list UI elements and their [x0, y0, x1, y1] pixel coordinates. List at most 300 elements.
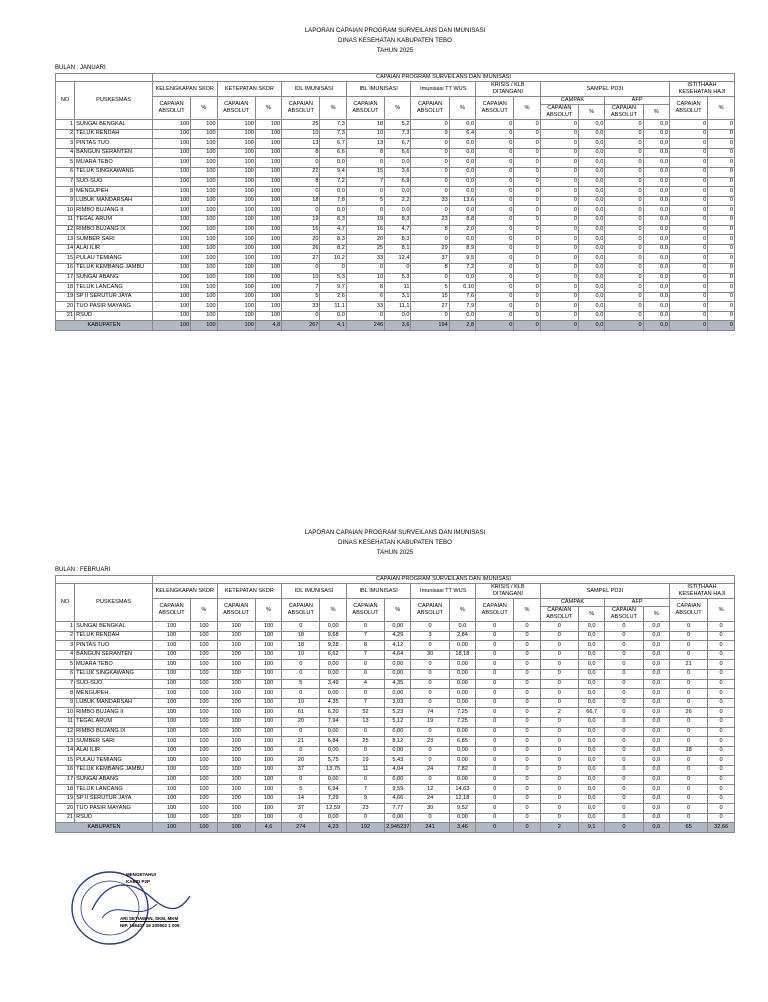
- table-cell: 100: [255, 235, 281, 245]
- table-cell: 0: [605, 756, 643, 766]
- pct-header: %: [449, 599, 475, 622]
- table-cell: 18: [56, 785, 75, 795]
- table-cell: 0: [605, 813, 643, 823]
- table-cell: 0: [669, 292, 707, 302]
- total-cell: 100: [191, 823, 217, 833]
- table-cell: 0: [708, 804, 735, 814]
- table-cell: 0: [605, 679, 643, 689]
- table-cell: 0,00: [320, 622, 346, 632]
- table-cell: 27: [411, 302, 449, 312]
- table-cell: 19: [56, 794, 75, 804]
- table-cell: 0: [605, 139, 643, 149]
- capaian-header: CAPAIAN ABSOLUT: [476, 599, 514, 622]
- table-cell: TUO PASIR MAYANG: [75, 302, 153, 312]
- total-cell: 0: [476, 823, 514, 833]
- table-cell: 100: [152, 177, 190, 187]
- table-cell: 0: [605, 669, 643, 679]
- total-cell: 4,23: [320, 823, 346, 833]
- table-cell: 0: [708, 698, 735, 708]
- table-cell: 100: [217, 187, 255, 197]
- table-cell: 0: [411, 698, 449, 708]
- table-cell: 0: [708, 727, 735, 737]
- table-cell: 0: [514, 660, 540, 670]
- total-cell: 2,8: [449, 321, 475, 331]
- table-cell: 0: [411, 669, 449, 679]
- table-row: [56, 679, 735, 689]
- table-cell: 0,00: [449, 679, 475, 689]
- table-row: [56, 775, 735, 785]
- table-cell: 0,0: [578, 196, 604, 206]
- table-cell: 0: [708, 756, 735, 766]
- table-row: [56, 650, 735, 660]
- table-cell: 7,29: [320, 794, 346, 804]
- table-cell: 100: [217, 660, 255, 670]
- table-cell: 100: [191, 311, 217, 321]
- table-cell: 0,0: [385, 158, 411, 168]
- campak-header: CAMPAK: [540, 97, 605, 105]
- pct-header: %: [191, 599, 217, 622]
- table-row: [56, 148, 735, 158]
- table-cell: 15: [56, 254, 75, 264]
- table-cell: 25: [346, 737, 384, 747]
- table-cell: 0: [282, 689, 320, 699]
- table-cell: 0,0: [643, 263, 669, 273]
- table-cell: 2,84: [449, 631, 475, 641]
- table-cell: 0: [708, 263, 735, 273]
- total-cell: 4,8: [255, 321, 281, 331]
- table-cell: 0,0: [643, 120, 669, 130]
- table-cell: 0: [411, 727, 449, 737]
- table-cell: 8,3: [320, 215, 346, 225]
- table-row: [56, 785, 735, 795]
- table-cell: 0: [540, 283, 578, 293]
- table-cell: 0,00: [320, 813, 346, 823]
- table-cell: 100: [217, 244, 255, 254]
- table-cell: 0,0: [449, 187, 475, 197]
- table-cell: 0,00: [449, 689, 475, 699]
- puskesmas-header: PUSKESMAS: [75, 584, 153, 622]
- table-cell: 0: [540, 785, 578, 795]
- table-cell: 61: [282, 708, 320, 718]
- table-cell: TELUK KEMBANG JAMBU: [75, 263, 153, 273]
- table-cell: 0,0: [578, 641, 604, 651]
- table-cell: 0,0: [643, 650, 669, 660]
- table-cell: 0,0: [643, 167, 669, 177]
- table-cell: 100: [191, 244, 217, 254]
- table-cell: 20: [282, 235, 320, 245]
- table-cell: 100: [255, 244, 281, 254]
- table-cell: 6,9: [385, 177, 411, 187]
- table-cell: 7,9: [449, 302, 475, 312]
- table-cell: 100: [152, 283, 190, 293]
- table-cell: 100: [217, 669, 255, 679]
- table-cell: 0: [708, 215, 735, 225]
- pct-header: %: [385, 97, 411, 120]
- table-cell: ALAI ILIR: [75, 746, 153, 756]
- table-cell: 0: [540, 775, 578, 785]
- table-cell: 8: [56, 689, 75, 699]
- table-cell: 0: [540, 746, 578, 756]
- table-cell: 8: [411, 263, 449, 273]
- table-cell: 100: [255, 139, 281, 149]
- table-cell: 100: [191, 717, 217, 727]
- table-cell: 16: [282, 225, 320, 235]
- table-cell: 0: [411, 622, 449, 632]
- table-cell: 100: [217, 273, 255, 283]
- report-header: [55, 26, 735, 56]
- table-cell: 13: [346, 139, 384, 149]
- table-row: [56, 225, 735, 235]
- table-row: [56, 804, 735, 814]
- table-cell: 0: [669, 641, 707, 651]
- table-cell: 100: [217, 148, 255, 158]
- table-cell: 0: [605, 292, 643, 302]
- table-cell: 100: [152, 254, 190, 264]
- table-cell: 0: [411, 746, 449, 756]
- table-cell: 0: [346, 727, 384, 737]
- table-cell: 0: [514, 622, 540, 632]
- table-cell: 21: [56, 813, 75, 823]
- table-cell: 0,00: [385, 746, 411, 756]
- table-cell: 0: [708, 177, 735, 187]
- report-title: LAPORAN CAPAIAN PROGRAM SURVEILANS DAN IMUNISASI: [304, 529, 486, 536]
- table-cell: SUO-SUO: [75, 177, 153, 187]
- table-cell: SUO-SUO: [75, 679, 153, 689]
- capaian-header: CAPAIAN ABSOLUT: [411, 599, 449, 622]
- capaian-header: CAPAIAN ABSOLUT: [605, 607, 643, 622]
- table-cell: 5,3: [385, 273, 411, 283]
- table-cell: 0,0: [578, 737, 604, 747]
- table-cell: 100: [152, 765, 190, 775]
- ibl-header: IBL IMUNISASI: [346, 584, 411, 599]
- table-cell: 0: [476, 804, 514, 814]
- total-cell: 0: [605, 823, 643, 833]
- table-cell: 100: [255, 679, 281, 689]
- capaian-header: CAPAIAN ABSOLUT: [346, 599, 384, 622]
- table-cell: 100: [191, 689, 217, 699]
- table-cell: 100: [191, 139, 217, 149]
- table-cell: 0: [669, 804, 707, 814]
- total-cell: 194: [411, 321, 449, 331]
- table-cell: 100: [217, 158, 255, 168]
- table-cell: 5: [56, 660, 75, 670]
- table-cell: 100: [152, 167, 190, 177]
- table-cell: 100: [255, 196, 281, 206]
- stamp-role: KABID P2P: [126, 879, 151, 884]
- table-cell: 100: [191, 622, 217, 632]
- table-cell: 0: [320, 263, 346, 273]
- table-cell: 0,0: [643, 746, 669, 756]
- table-cell: 100: [191, 698, 217, 708]
- table-cell: 0: [708, 311, 735, 321]
- table-cell: 0: [605, 196, 643, 206]
- table-cell: 0: [346, 813, 384, 823]
- table-cell: 66,7: [578, 708, 604, 718]
- table-cell: 4: [56, 148, 75, 158]
- table-cell: 0,00: [385, 660, 411, 670]
- table-cell: 100: [152, 737, 190, 747]
- table-cell: 100: [191, 120, 217, 130]
- table-cell: 6,62: [320, 650, 346, 660]
- table-cell: 16: [56, 263, 75, 273]
- table-cell: PINTAS TUO: [75, 641, 153, 651]
- total-cell: 0: [514, 321, 540, 331]
- table-cell: 0: [514, 283, 540, 293]
- table-cell: 0: [708, 631, 735, 641]
- table-cell: 0: [476, 196, 514, 206]
- table-cell: 0,0: [385, 187, 411, 197]
- table-cell: 19: [282, 215, 320, 225]
- table-cell: 0: [514, 292, 540, 302]
- table-cell: 0: [514, 708, 540, 718]
- table-cell: 0: [282, 746, 320, 756]
- table-cell: PULAU TEMIANG: [75, 756, 153, 766]
- table-cell: 100: [152, 235, 190, 245]
- table-cell: 0: [605, 302, 643, 312]
- table-cell: 0: [708, 302, 735, 312]
- table-cell: 6,94: [320, 785, 346, 795]
- table-cell: 0,0: [643, 679, 669, 689]
- table-cell: 0,00: [385, 813, 411, 823]
- table-cell: BANGUN SERANTEN: [75, 148, 153, 158]
- table-cell: 3: [56, 139, 75, 149]
- table-cell: 8,3: [320, 235, 346, 245]
- table-cell: 0,00: [320, 775, 346, 785]
- table-cell: 0: [411, 206, 449, 216]
- table-cell: 37: [282, 804, 320, 814]
- table-cell: 0: [605, 206, 643, 216]
- table-cell: 0: [669, 177, 707, 187]
- table-cell: 0: [669, 206, 707, 216]
- table-cell: 100: [217, 641, 255, 651]
- table-cell: 0: [476, 813, 514, 823]
- table-cell: 9: [56, 698, 75, 708]
- capaian-header: CAPAIAN ABSOLUT: [476, 97, 514, 120]
- table-cell: 100: [191, 283, 217, 293]
- table-cell: 0: [476, 698, 514, 708]
- table-cell: 0: [708, 641, 735, 651]
- table-cell: 100: [191, 148, 217, 158]
- total-cell: 100: [217, 321, 255, 331]
- table-cell: 100: [217, 283, 255, 293]
- table-cell: 13,75: [320, 765, 346, 775]
- table-cell: 0: [540, 804, 578, 814]
- table-cell: 10: [282, 273, 320, 283]
- table-cell: 100: [152, 813, 190, 823]
- table-cell: 0,0: [578, 727, 604, 737]
- table-cell: 0: [476, 302, 514, 312]
- table-cell: 0: [605, 746, 643, 756]
- table-cell: 13: [282, 139, 320, 149]
- table-cell: 0: [346, 775, 384, 785]
- table-cell: 100: [255, 804, 281, 814]
- table-cell: 7,25: [449, 708, 475, 718]
- table-cell: 13,6: [449, 196, 475, 206]
- table-cell: 0,0: [643, 129, 669, 139]
- table-cell: 100: [152, 669, 190, 679]
- pct-header: %: [255, 97, 281, 120]
- table-cell: 0,0: [449, 235, 475, 245]
- total-cell: 0: [708, 321, 735, 331]
- total-cell: 2,945237: [385, 823, 411, 833]
- table-cell: 0,0: [643, 235, 669, 245]
- table-cell: 0: [540, 167, 578, 177]
- table-cell: 15: [411, 292, 449, 302]
- total-cell: KABUPATEN: [56, 321, 153, 331]
- table-cell: 15: [346, 167, 384, 177]
- table-row: [56, 631, 735, 641]
- table-cell: 100: [255, 785, 281, 795]
- table-cell: 6,6: [320, 148, 346, 158]
- table-cell: 0: [605, 225, 643, 235]
- total-cell: KABUPATEN: [56, 823, 153, 833]
- table-cell: MUARA TEBO: [75, 660, 153, 670]
- table-cell: 0: [514, 235, 540, 245]
- table-cell: 5,12: [385, 717, 411, 727]
- table-cell: 0,0: [643, 756, 669, 766]
- table-cell: 100: [255, 129, 281, 139]
- table-cell: 0: [669, 215, 707, 225]
- table-cell: 100: [152, 273, 190, 283]
- table-cell: 0: [411, 120, 449, 130]
- table-cell: 18: [282, 641, 320, 651]
- total-cell: 0: [476, 321, 514, 331]
- table-cell: 7: [346, 785, 384, 795]
- table-cell: 7: [282, 283, 320, 293]
- table-cell: 0,0: [643, 813, 669, 823]
- table-cell: 0,00: [385, 669, 411, 679]
- table-cell: 0,00: [385, 775, 411, 785]
- table-cell: 0,0: [578, 813, 604, 823]
- table-cell: 0,0: [578, 273, 604, 283]
- table-cell: 0: [540, 158, 578, 168]
- table-cell: 0: [540, 756, 578, 766]
- data-table: [55, 73, 735, 331]
- table-cell: 22: [282, 167, 320, 177]
- program-header: CAPAIAN PROGRAM SURVEILANS DAN IMUNISASI: [152, 74, 734, 82]
- table-cell: 12,59: [320, 804, 346, 814]
- table-cell: 29: [411, 244, 449, 254]
- table-cell: 0: [605, 254, 643, 264]
- table-cell: 16: [56, 765, 75, 775]
- table-cell: 0: [514, 196, 540, 206]
- table-cell: 0: [411, 139, 449, 149]
- table-cell: 0: [605, 177, 643, 187]
- table-cell: 100: [191, 158, 217, 168]
- table-cell: 0: [514, 669, 540, 679]
- table-cell: 19: [56, 292, 75, 302]
- pd3i-header: SAMPEL PD3I: [540, 82, 669, 97]
- table-cell: 0: [514, 737, 540, 747]
- table-cell: 0: [514, 215, 540, 225]
- table-cell: 25: [346, 244, 384, 254]
- table-cell: 100: [255, 669, 281, 679]
- table-cell: 24: [411, 794, 449, 804]
- table-cell: 4,66: [385, 794, 411, 804]
- table-cell: 0: [669, 727, 707, 737]
- table-cell: RIMBO BUJANG IX: [75, 225, 153, 235]
- table-cell: 0: [476, 206, 514, 216]
- table-cell: 8: [411, 225, 449, 235]
- table-cell: 100: [255, 292, 281, 302]
- report-january: [55, 26, 735, 331]
- table-cell: 100: [152, 679, 190, 689]
- table-cell: 9,28: [320, 641, 346, 651]
- table-cell: 0,0: [643, 196, 669, 206]
- table-cell: 0: [346, 263, 384, 273]
- table-cell: 100: [217, 129, 255, 139]
- table-cell: 13: [346, 717, 384, 727]
- campak-header: CAMPAK: [540, 599, 605, 607]
- table-cell: 100: [217, 650, 255, 660]
- capaian-header: CAPAIAN ABSOLUT: [152, 599, 190, 622]
- table-cell: 100: [152, 650, 190, 660]
- table-cell: 100: [152, 129, 190, 139]
- table-cell: 0: [514, 727, 540, 737]
- table-cell: 0: [669, 650, 707, 660]
- table-cell: 0,0: [578, 775, 604, 785]
- table-cell: 0: [669, 235, 707, 245]
- table-cell: 0: [605, 263, 643, 273]
- table-cell: 0: [514, 177, 540, 187]
- table-cell: 0,0: [449, 167, 475, 177]
- table-cell: 0,0: [578, 765, 604, 775]
- table-cell: 0,0: [643, 708, 669, 718]
- month-label: BULAN : JANUARI: [55, 65, 106, 71]
- table-cell: 4,12: [385, 641, 411, 651]
- capaian-header: CAPAIAN ABSOLUT: [217, 599, 255, 622]
- table-cell: 0: [605, 244, 643, 254]
- table-cell: 100: [191, 746, 217, 756]
- table-row: [56, 215, 735, 225]
- table-cell: BANGUN SERANTEN: [75, 650, 153, 660]
- table-cell: 0: [669, 263, 707, 273]
- table-cell: 100: [255, 187, 281, 197]
- official-stamp: [62, 868, 202, 948]
- table-row: [56, 196, 735, 206]
- table-cell: 33: [411, 196, 449, 206]
- table-cell: 0,0: [643, 215, 669, 225]
- table-cell: SUMBER SARI: [75, 737, 153, 747]
- table-cell: SP II SERUTUR JAYA: [75, 794, 153, 804]
- table-cell: 0,0: [578, 717, 604, 727]
- table-cell: 10: [282, 650, 320, 660]
- table-cell: 0: [476, 254, 514, 264]
- table-cell: 1: [56, 622, 75, 632]
- table-cell: 0,0: [643, 148, 669, 158]
- table-cell: 4,7: [385, 225, 411, 235]
- table-cell: 0: [476, 775, 514, 785]
- table-cell: 11: [56, 717, 75, 727]
- table-cell: 6,10: [449, 283, 475, 293]
- table-cell: 0: [540, 650, 578, 660]
- table-cell: 16: [346, 225, 384, 235]
- signer-name: ARI SETIAWAN, SKM, MKM: [120, 916, 179, 921]
- table-cell: 100: [152, 244, 190, 254]
- table-row: [56, 235, 735, 245]
- table-cell: 3: [56, 641, 75, 651]
- table-cell: 11,1: [385, 302, 411, 312]
- table-row: [56, 273, 735, 283]
- table-cell: 0,0: [643, 225, 669, 235]
- table-cell: PINTAS TUO: [75, 139, 153, 149]
- report-agency: DINAS KESEHATAN KABUPATEN TEBO: [338, 539, 452, 546]
- table-cell: 0: [346, 660, 384, 670]
- table-cell: 0: [708, 669, 735, 679]
- table-cell: 100: [191, 225, 217, 235]
- table-cell: 0,0: [449, 158, 475, 168]
- table-cell: 100: [217, 263, 255, 273]
